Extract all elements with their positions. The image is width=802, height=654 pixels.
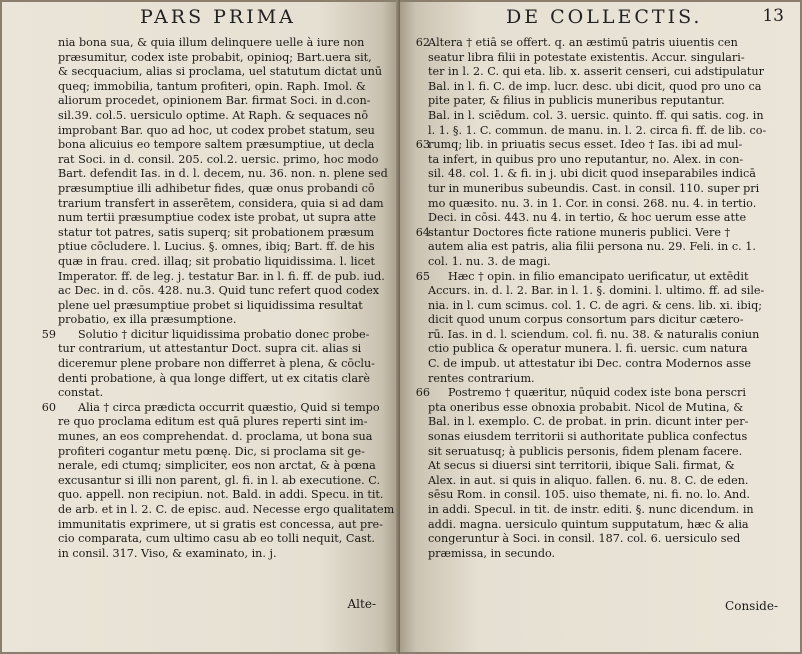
text-line: sonas eiusdem territorii si authoritate publica confectus	[428, 430, 748, 444]
text-line: Solutio † dicitur liquidissima probatio donec probe-	[78, 327, 370, 341]
text-line: nia bona sua, & quia illum delinquere uelle à iure non	[58, 36, 365, 49]
running-header-right: DE COLLECTIS.	[506, 6, 703, 28]
text-line: ter in l. 2. C. qui eta. lib. x. asserit censeri, cui adstipulatur	[428, 65, 764, 79]
right-page	[400, 0, 802, 654]
text-line: rumq; lib. in priuatis secus esset. Ideo † Ias. ibi ad mul-	[428, 138, 743, 152]
text-line: stantur Doctores ficte ratione muneris publici. Vere †	[428, 225, 731, 239]
marginal-number: 65	[415, 269, 430, 283]
text-line: ta infert, in quibus pro uno reputantur, no. Alex. in con-	[428, 152, 744, 166]
right-page-body	[428, 36, 796, 561]
text-line: ctio publica & operatur munera. l. fi. uersic. cum natura	[428, 342, 748, 356]
text-line: ac Dec. in d. cōs. 428. nu.3. Quid tunc refert quod codex	[58, 284, 380, 298]
running-header-left: PARS PRIMA	[140, 6, 296, 28]
text-line: sil.39. col.5. uersiculo optime. At Raph. & sequaces nō	[58, 108, 369, 122]
marginal-number: 63	[415, 138, 430, 152]
text-line: aliorum procedet, opinionem Bar. firmat Soci. in d.con-	[58, 94, 371, 108]
marginal-number: 66	[415, 386, 430, 400]
text-line: improbant Bar. quo ad hoc, ut codex probet statum, seu	[58, 123, 375, 137]
marginal-number: 59	[41, 328, 56, 341]
text-line: bona alicuius eo tempore saltem præsumptiue, ut decla	[58, 138, 375, 152]
text-line: nerale, edi ctumq; simpliciter, eos non arctat, & à pœna	[58, 459, 376, 473]
text-line: seatur libra filii in potestate existentis. Accur. singulari-	[428, 50, 745, 64]
text-line: Accurs. in. d. l. 2. Bar. in l. 1. §. domini. l. ultimo. ff. ad sile-	[428, 284, 765, 298]
text-line: addi. magna. uersiculo quintum supputatum, hæc & alia	[428, 517, 749, 531]
text-line: Hæc † opin. in filio emancipato uerificatur, ut extēdit	[448, 269, 749, 283]
page-number: 13	[762, 6, 784, 26]
text-line: rentes contrarium.	[428, 371, 535, 385]
text-line: rū. Ias. in d. l. sciendum. col. fi. nu. 38. & naturalis coniun	[428, 327, 760, 341]
text-line: congeruntur à Soci. in consil. 187. col. 6. uersiculo sed	[428, 532, 741, 546]
text-line: & secquacium, alias si proclama, uel statutum dictat unū	[58, 65, 383, 79]
text-line: Bal. in l. fi. C. de imp. lucr. desc. ubi dicit, quod pro uno ca	[428, 79, 762, 93]
text-line: denti probatione, à qua longe differt, ut ex citatis clarè	[58, 371, 370, 385]
catchword-left: Alte-	[347, 597, 376, 611]
text-line: Altera † etiā se offert. q. an æstimū patris uiuentis cen	[428, 36, 738, 49]
left-page-body	[58, 36, 395, 561]
text-line: Bal. in l. exemplo. C. de probat. in prin. dicunt inter per-	[428, 415, 749, 429]
text-line: in addi. Specul. in tit. de instr. editi. §. nunc dicendum. in	[428, 503, 754, 516]
text-line: pta oneribus esse obnoxia probabit. Nicol de Mutina, &	[428, 400, 744, 414]
text-line: tur contrarium, ut attestantur Doct. supra cit. alias si	[58, 342, 362, 356]
text-line: profiteri cogantur metu pœnę. Dic, si proclama sit ge-	[58, 444, 365, 458]
catchword-right: Conside-	[725, 599, 778, 613]
text-line: trarium transfert in asserētem, considera, quia si ad dam	[58, 196, 384, 210]
text-line: præmissa, in secundo.	[428, 546, 556, 560]
text-line: probatio, ex illa præsumptione.	[58, 313, 237, 327]
text-line: Imperator. ff. de leg. j. testatur Bar. in l. fi. ff. de pub. iud.	[58, 269, 385, 283]
marginal-number: 62	[415, 36, 430, 49]
text-line: dicit quod unum corpus consortum pars dicitur cætero-	[428, 313, 744, 327]
text-line: ptiue cōcludere. l. Lucius. §. omnes, ibiq; Bart. ff. de his	[58, 240, 375, 254]
text-line: diceremur plene probare non differret à plena, & cōclu-	[58, 357, 375, 371]
text-line: num tertii præsumptiue codex iste probat, ut supra atte	[58, 211, 376, 225]
text-line: re quo proclama editum est quā plures reperti sint im-	[58, 415, 368, 429]
text-line: Bal. in l. sciēdum. col. 3. uersic. quinto. ff. qui satis. cog. in	[428, 108, 764, 122]
text-line: rat Soci. in d. consil. 205. col.2. uersic. primo, hoc modo	[58, 152, 379, 166]
text-line: Bart. defendit Ias. in d. l. decem, nu. 36. non. n. plene sed	[58, 167, 388, 181]
text-line: mo quæsito. nu. 3. in 1. Cor. in consi. 268. nu. 4. in tertio.	[428, 196, 757, 210]
text-line: Deci. in cōsi. 443. nu 4. in tertio, & hoc uerum esse atte	[428, 211, 747, 225]
text-line: statur tot patres, satis superq; sit probationem præsum	[58, 225, 375, 239]
text-line: sēsu Rom. in consil. 105. uiso themate, ni. fi. no. lo. And.	[428, 488, 750, 502]
text-line: de arb. et in l. 2. C. de episc. aud. Necesse ergo qualitatem	[58, 503, 395, 516]
text-line: excusantur si illi non parent, gl. fi. in l. ab executione. C.	[58, 473, 381, 487]
text-line: queq; immobilia, tantum profiteri, opin. Raph. Imol. &	[58, 79, 366, 93]
text-line: col. 1. nu. 3. de magi.	[428, 254, 551, 268]
text-line: in consil. 317. Viso, & examinato, in. j.	[58, 546, 277, 560]
text-line: tur in muneribus subeundis. Cast. in consil. 110. super pri	[428, 181, 760, 195]
text-line: autem alia est patris, alia filii persona nu. 29. Feli. in c. 1.	[428, 240, 756, 254]
text-line: cio comparata, cum ultimo casu ab eo tolli nequit, Cast.	[58, 532, 375, 546]
text-line: immunitatis exprimere, ut si gratis est concessa, aut pre-	[58, 517, 383, 531]
text-line: præsumptiue illi adhibetur fides, quæ onus probandi cō	[58, 181, 375, 195]
text-line: At secus si diuersi sint territorii, ibique Sali. firmat, &	[428, 459, 735, 473]
text-line: nia. in l. cum scimus. col. 1. C. de agri. & cens. lib. xi. ibiq;	[428, 298, 763, 312]
text-line: Alex. in aut. si quis in aliquo. fallen. 6. nu. 8. C. de eden.	[428, 473, 749, 487]
text-line: l. 1. §. 1. C. commun. de manu. in. l. 2. circa fi. ff. de lib. co-	[428, 123, 767, 137]
left-page	[0, 0, 398, 654]
text-line: quo. appell. non recipiun. not. Bald. in addi. Specu. in tit.	[58, 488, 384, 502]
text-line: quæ in frau. cred. illaq; sit probatio liquidissima. l. licet	[58, 254, 375, 268]
marginal-number: 60	[41, 401, 56, 414]
marginal-number: 64	[415, 225, 430, 239]
text-line: sit seruatusq; à publicis personis, fidem plenam facere.	[428, 444, 743, 458]
text-line: plene uel præsumptiue probet si liquidissima resultat	[58, 298, 363, 312]
text-line: constat.	[58, 386, 104, 400]
text-line: pite pater, & filius in publicis muneribus reputantur.	[428, 94, 725, 108]
text-line: munes, an eos comprehendat. d. proclama, ut bona sua	[58, 430, 373, 444]
text-line: Alia † circa prædicta occurrit quæstio, Quid si tempo	[78, 400, 380, 414]
text-line: sil. 48. col. 1. & fi. in j. ubi dicit quod inseparabiles indicā	[428, 167, 756, 181]
text-line: præsumitur, codex iste probabit, opinioq; Bart.uera sit,	[58, 50, 372, 64]
text-line: Postremo † quæritur, nūquid codex iste bona perscri	[448, 386, 746, 400]
text-line: C. de impub. ut attestatur ibi Dec. contra Modernos asse	[428, 357, 751, 371]
